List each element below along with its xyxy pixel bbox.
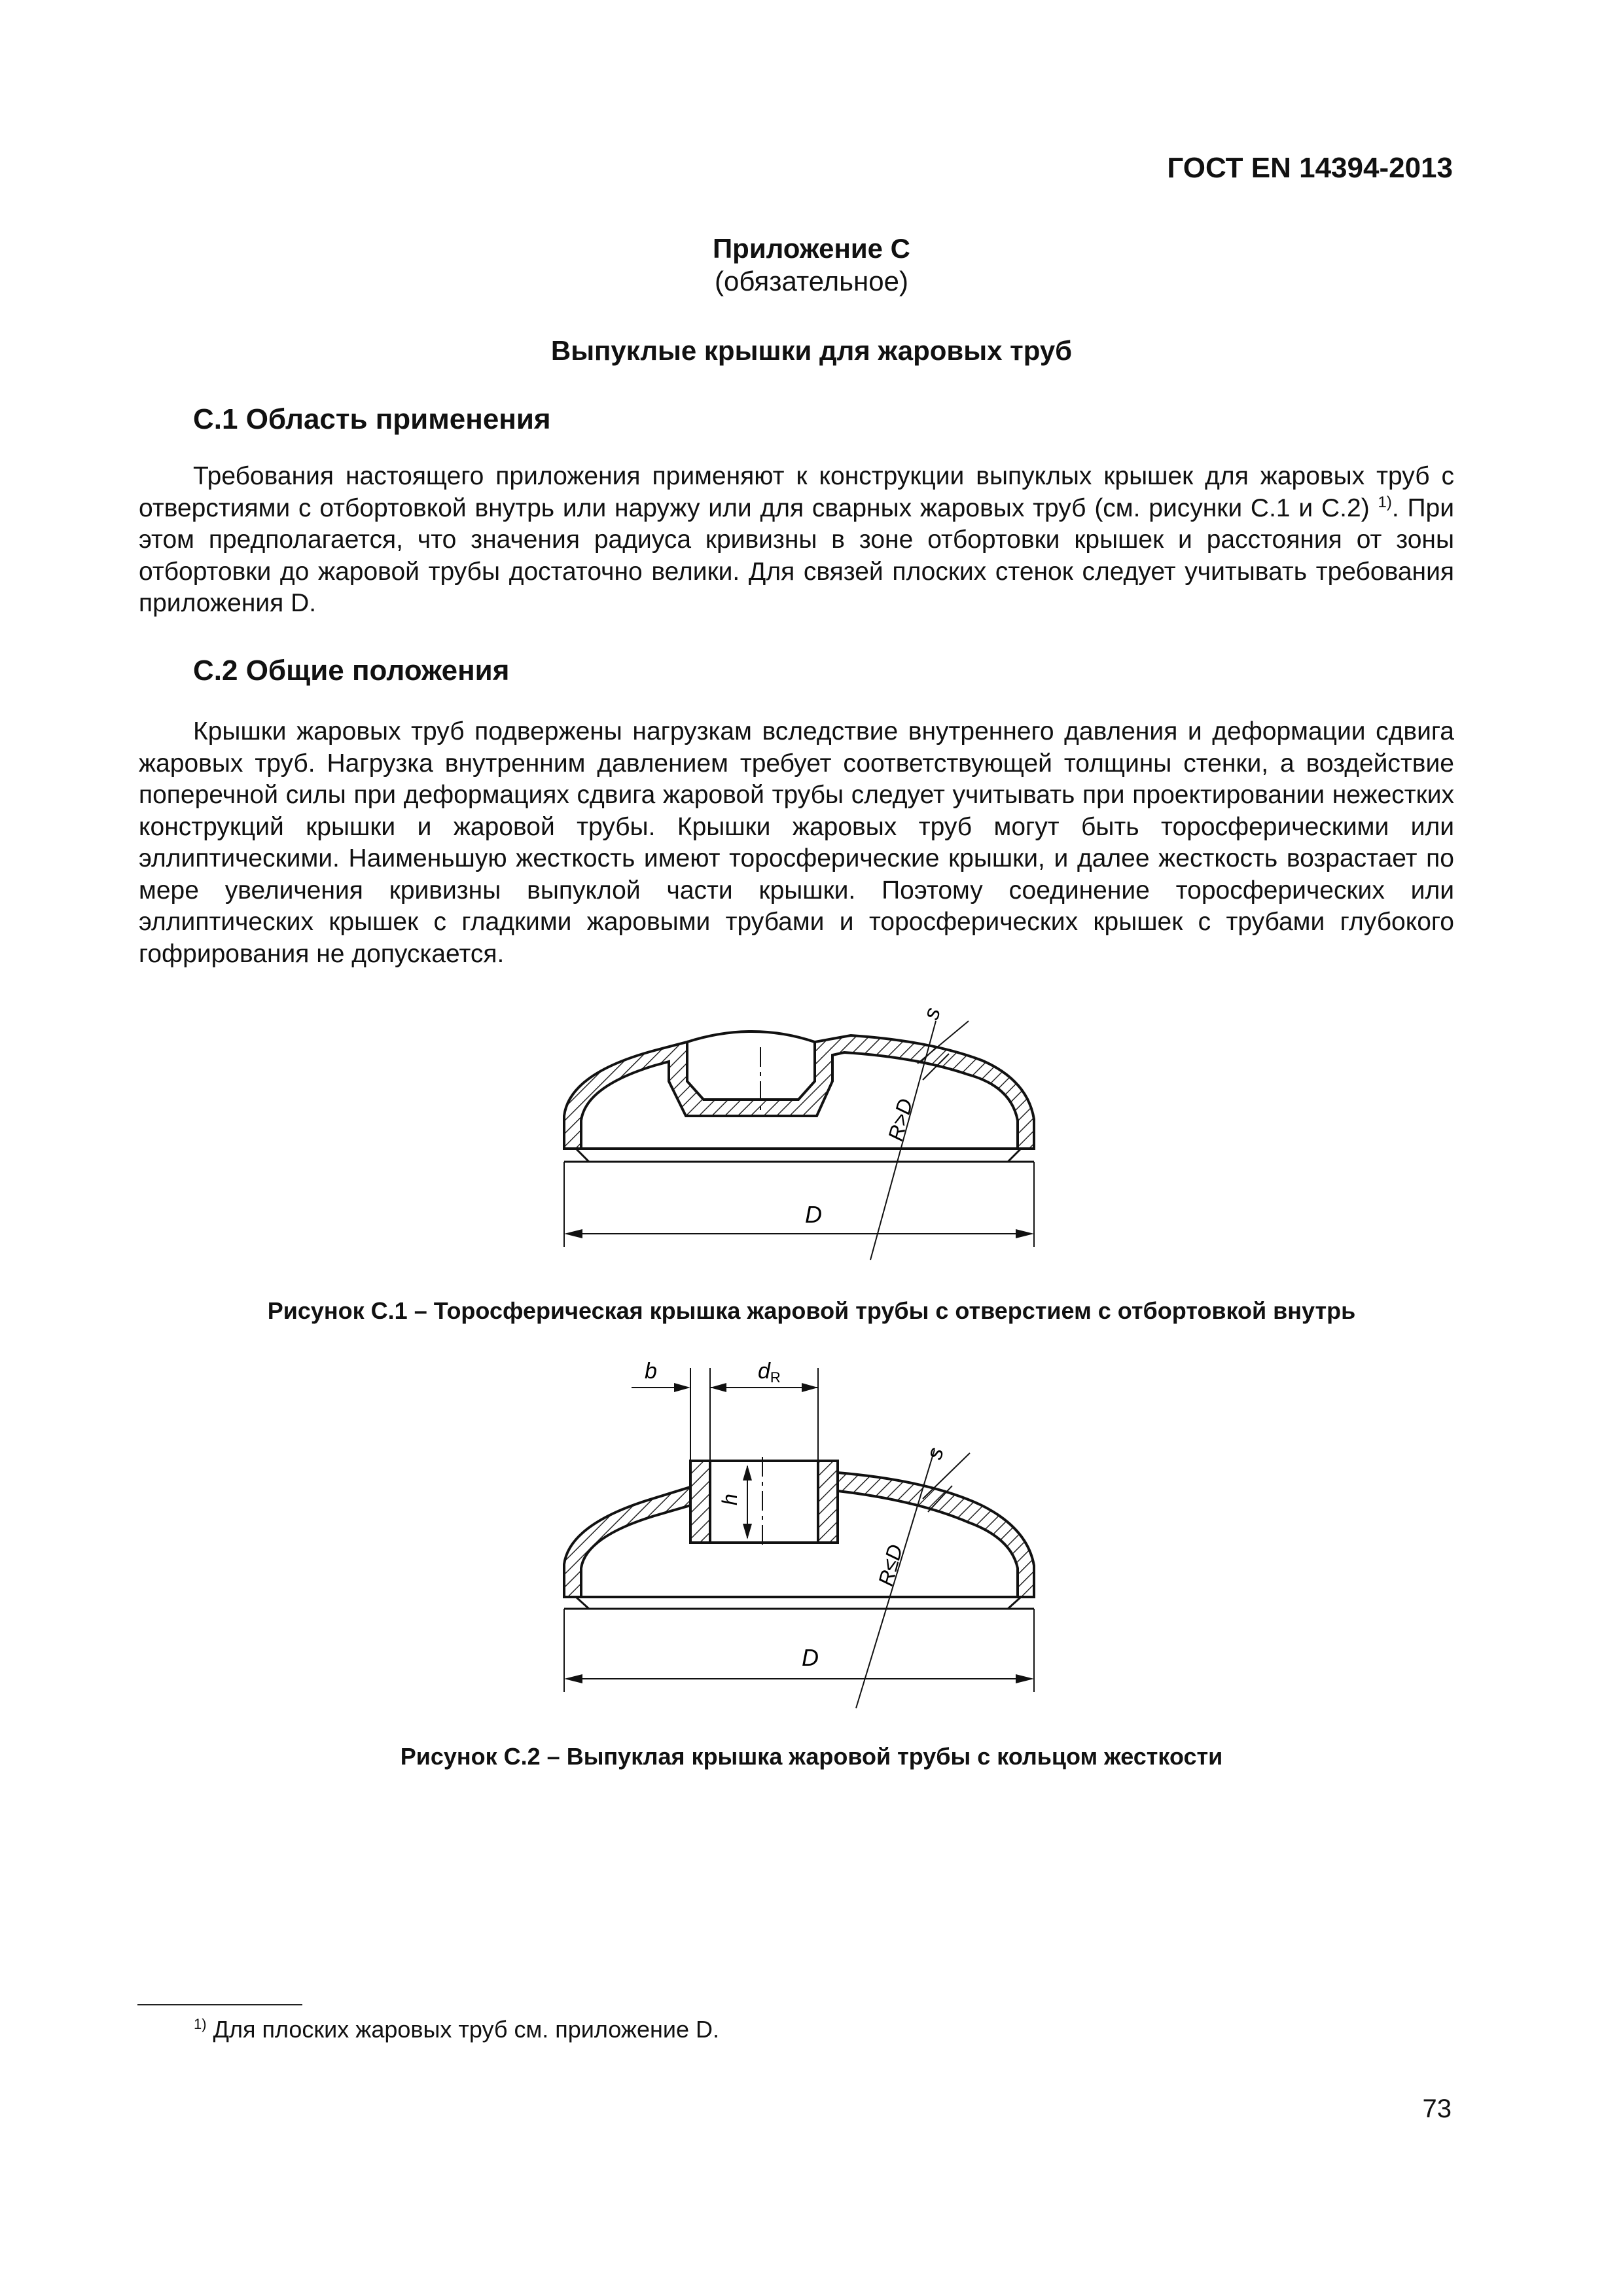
label-thickness: s (918, 1004, 946, 1023)
label-radius: R≤D (873, 1541, 908, 1588)
label-d-subscript: R (770, 1369, 781, 1386)
label-d (758, 1359, 781, 1386)
footnote-marker: 1) (194, 2016, 207, 2032)
dished-end-shell (564, 1035, 1034, 1149)
section-paragraph-c2: Крышки жаровых труб подвержены нагрузкам вследствие внутреннего давления и деформации сдвига жаровых труб. Нагрузка внутренним давлением требует соответствующей толщины стенки, а воздействие поперечной силы при деформациях сдвига жаровой трубы следует учитывать при проектировании нежестких конструкций крышки и жаровой трубы. Крышки жаровых труб могут быть торосферическими или эллиптическими. Наименьшую жесткость имеют торосферические крышки, и далее жесткость возрастает по мере увеличения кривизны выпуклой части крышки. Поэтому соединение торосферических или эллиптических крышек с гладкими жаровыми трубами и торосферических крышек с трубами глубокого гофрирования не допускается. (139, 717, 1454, 968)
page-number: 73 (1422, 2094, 1452, 2123)
paragraph-text-continued: . При этом предполагается, что значения радиуса кривизны в зоне отбортовки крышек и расстояния от зоны отбортовки до жаровой трубы достаточно велики. Для связей плоских стенок следует учитывать требования приложения D. (139, 493, 1454, 617)
footnote-text: Для плоских жаровых труб см. приложение D. (206, 2016, 720, 2043)
appendix-status: (обязательное) (715, 266, 908, 296)
section-title-c2: C.2 Общие положения (193, 655, 510, 687)
label-d-main: d (758, 1359, 770, 1384)
label-radius: R>D (883, 1096, 918, 1143)
footnote-separator (137, 2004, 302, 2005)
section-title-c1: C.1 Область применения (193, 403, 551, 435)
figure-c1-drawing (0, 988, 1623, 1276)
footnote-reference[interactable]: 1) (1378, 493, 1392, 511)
document-code: ГОСТ EN 14394-2013 (1167, 152, 1453, 184)
paragraph-text: Требования настоящего приложения применяют к конструкции выпуклых крышек для жаровых труб с отверстиями с отбортовкой внутрь или наружу или для сварных жаровых труб (см. рисунки C.1 и C.2) (139, 462, 1454, 522)
figure-c1-caption: Рисунок C.1 – Торосферическая крышка жаровой трубы с отверстием с отбортовкой внутрь (267, 1297, 1356, 1324)
appendix-heading: Выпуклые крышки для жаровых труб (550, 335, 1073, 366)
label-h: h (718, 1494, 741, 1505)
footnote (194, 2016, 719, 2043)
appendix-title: Приложение C (712, 233, 911, 264)
label-diameter: D (805, 1201, 822, 1228)
label-thickness: s (921, 1444, 949, 1463)
label-b: b (645, 1359, 657, 1384)
dished-end-shell (564, 1461, 1034, 1597)
label-diameter: D (802, 1644, 819, 1671)
section-paragraph-c1 (139, 461, 1454, 620)
figure-c2-drawing (0, 1348, 1623, 1715)
figure-c2-caption: Рисунок C.2 – Выпуклая крышка жаровой трубы с кольцом жесткости (400, 1743, 1223, 1770)
